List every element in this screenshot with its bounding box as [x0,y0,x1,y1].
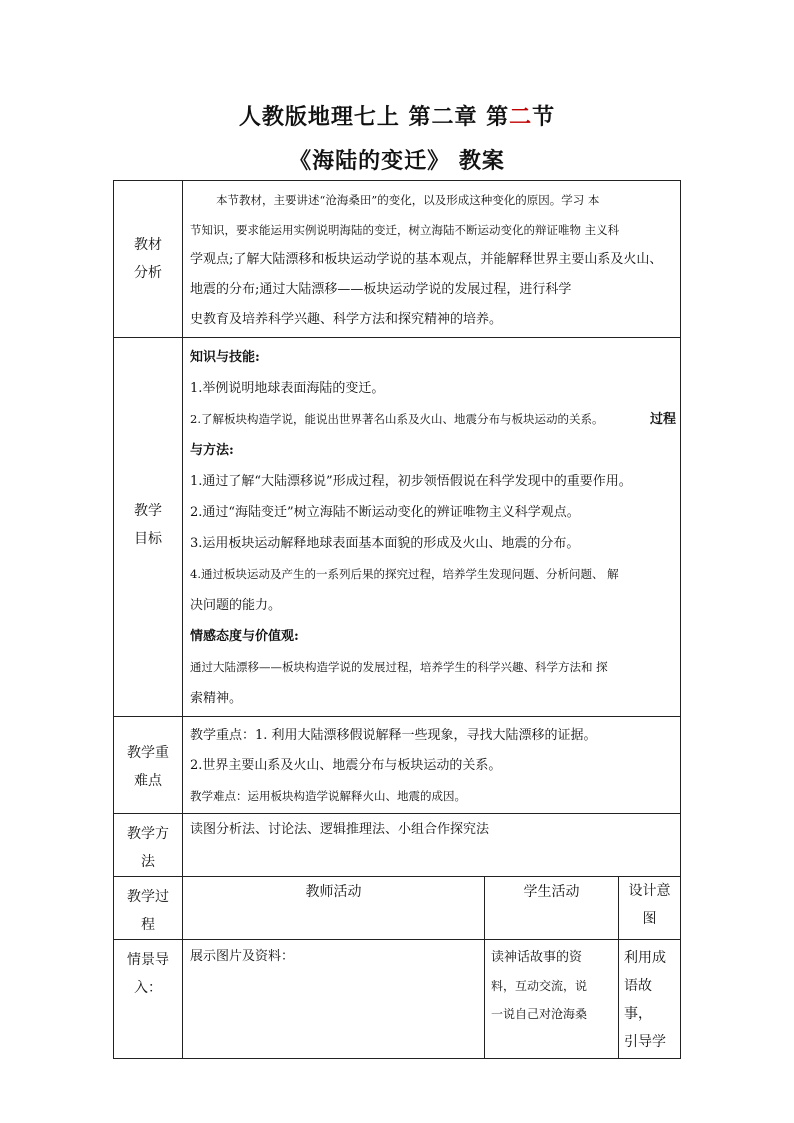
label-process: 教学过程 [114,877,183,940]
title-red-char: 二 [509,104,533,130]
intro-teacher: 展示图片及资料： [183,940,485,1059]
doc-title-line2: 《海陆的变迁》 教案 [289,148,505,174]
col-student-header: 学生活动 [485,877,619,940]
label-keypoints: 教学重难点 [114,717,183,814]
goals-content: 知识与技能: 1.举例说明地球表面海陆的变迁。 2.了解板块构造学说，能说出世界著名山系及火山、地震分布与板块运动的关系。 过程 与方法: 1.通过了解“大陆漂移说”形成过程，初步领悟假说在科学发现中的重要作用。 2.通过“海陆变迁”树立海陆不断运动变化的辨证唯物主义科学观点。 3.运用板块运动解释地球表面基本面貌的形成及火山、地震的分布。 4.通过板块运动及产生的一系列后果的探究过程，培养学生发现问题、分析问题、 解 决问题的能力。 情感态度与价值观: 通过大陆漂移——板块构造学说的发展过程，培养学生的科学兴趣、科学方法和 探 索精神。 [183,338,681,717]
intro-intent: 利用成 语故事， 引导学 [619,940,681,1059]
methods-content: 读图分析法、讨论法、逻辑推理法、小组合作探究法 [183,814,681,877]
label-materials: 教材分析 [114,181,183,338]
row-goals [114,338,681,717]
label-intro: 情景导入： [114,940,183,1059]
keypoints-content: 教学重点：1. 利用大陆漂移假说解释一些现象，寻找大陆漂移的证据。 2.世界主要山系及火山、地震分布与板块运动的关系。 教学难点：运用板块构造学说解释火山、地震的成因。 [183,717,681,814]
col-intent-header: 设计意图 [619,877,681,940]
col-teacher-header: 教师活动 [183,877,485,940]
label-goals: 教学目标 [114,338,183,717]
row-process-header [114,877,681,940]
row-methods [114,814,681,877]
row-keypoints [114,717,681,814]
materials-content: 本节教材，主要讲述“沧海桑田”的变化，以及形成这种变化的原因。学习 本 节知识，要求能运用实例说明海陆的变迁，树立海陆不断运动变化的辩证唯物 主义科 学观点;了解大陆漂移和板块运动学说的基本观点，并能解释世界主要山系及火山、 地震的分布;通过大陆漂移——板块运动学说的发展过程，进行科学 史教育及培养科学兴趣、科学方法和探究精神的培养。 [183,181,681,338]
row-materials [114,181,681,338]
row-intro [114,940,681,1059]
label-methods: 教学方法 [114,814,183,877]
intro-student: 读神话故事的资 料，互动交流，说 一说自己对沧海桑 [485,940,619,1059]
doc-title-line1: 人教版地理七上 第二章 第二节 [238,104,556,130]
lesson-plan-table [113,180,681,1059]
